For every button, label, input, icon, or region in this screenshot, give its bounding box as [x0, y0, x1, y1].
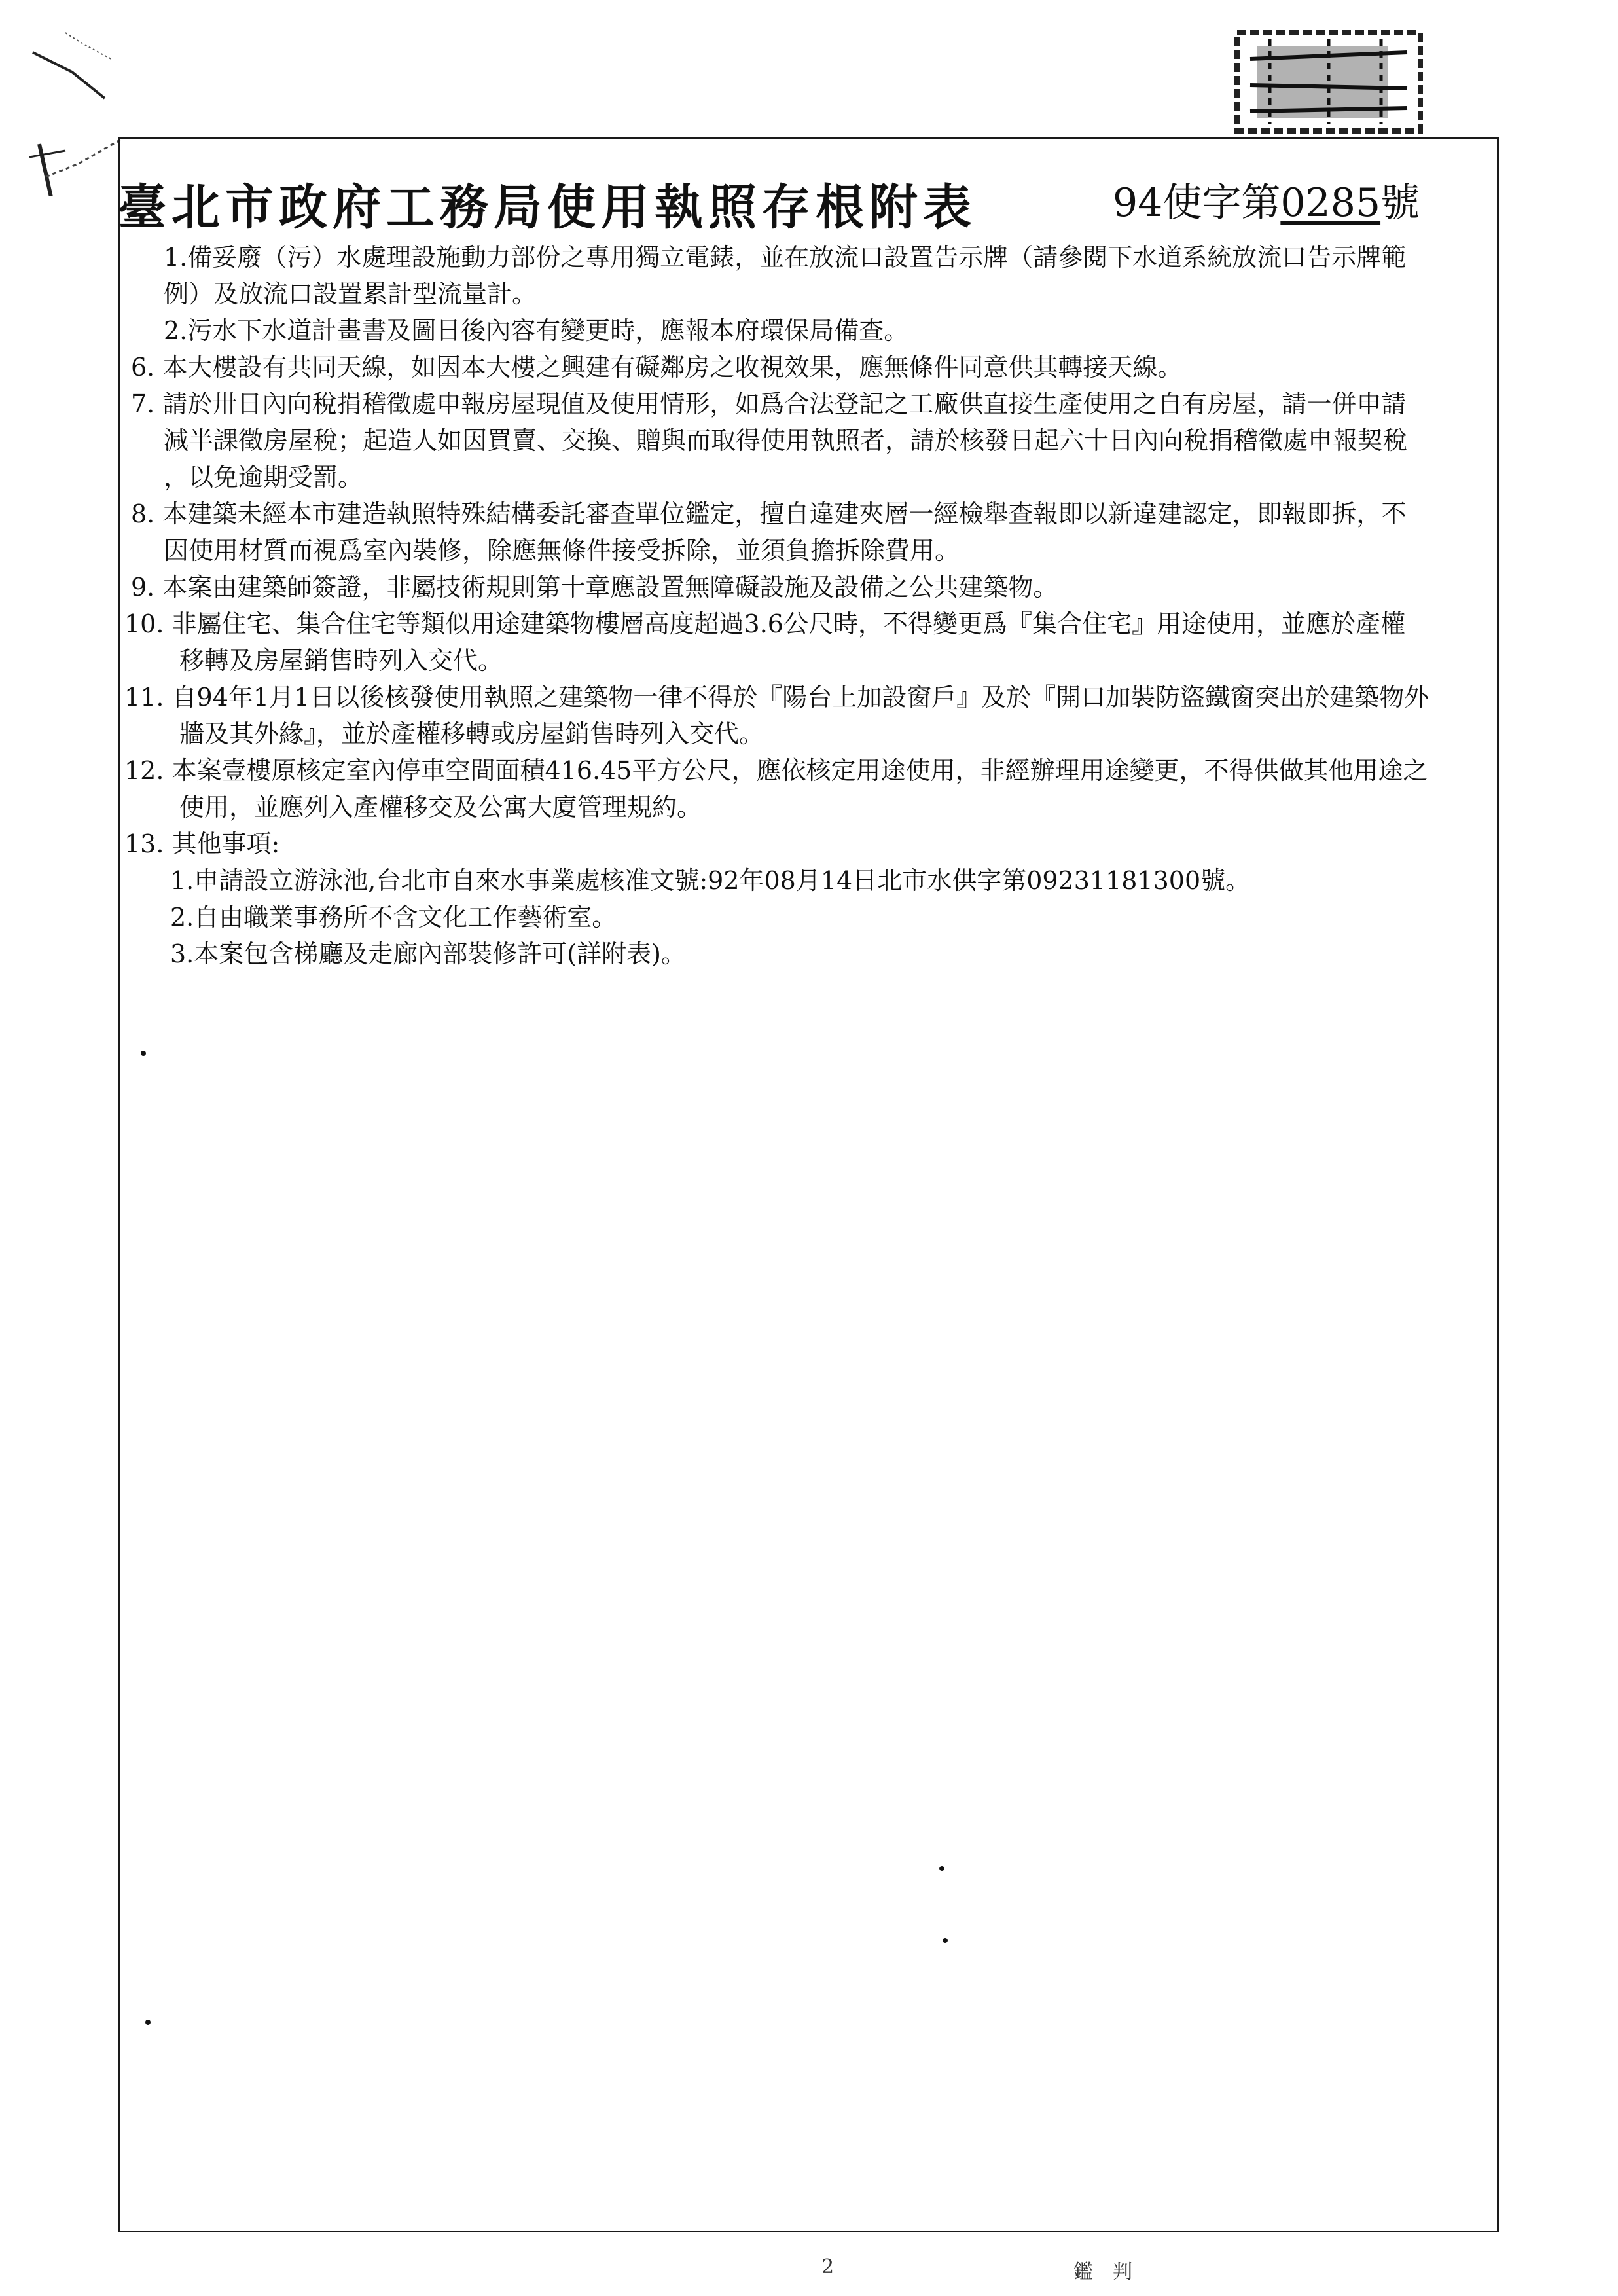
scan-speck — [939, 1866, 944, 1871]
permit-number-value: 0285 — [1280, 180, 1381, 226]
item-line: 8. 本建築未經本市建造執照特殊結構委託審查單位鑑定，擅自違建夾層一經檢舉查報即以新違建認定，即報即拆，不 — [131, 500, 1407, 528]
item-line: 因使用材質而視爲室內裝修，除應無條件接受拆除，並須負擔拆除費用。 — [164, 536, 960, 565]
permit-prefix: 94使字第 — [1113, 180, 1281, 226]
permit-number — [1113, 172, 1420, 228]
item-line: 1.申請設立游泳池,台北市自來水事業處核准文號:92年08月14日北市水供字第09231181300號。 — [170, 866, 1251, 895]
item-line: 2.污水下水道計畫書及圖日後內容有變更時，應報本府環保局備查。 — [164, 316, 909, 345]
scan-speck — [943, 1938, 948, 1943]
item-line: 1.備妥廢（污）水處理設施動力部份之專用獨立電錶，並在放流口設置告示牌（請參閱下水道系統放流口告示牌範 — [164, 243, 1407, 272]
item-line: 13. 其他事項: — [124, 829, 280, 858]
item-line: 9. 本案由建築師簽證，非屬技術規則第十章應設置無障礙設施及設備之公共建築物。 — [131, 573, 1058, 602]
item-line: 使用，並應列入產權移交及公寓大廈管理規約。 — [179, 793, 702, 822]
item-line: 10. 非屬住宅、集合住宅等類似用途建築物樓層高度超過3.6公尺時，不得變更爲『集合住宅』用途使用，並應於產權 — [124, 610, 1405, 638]
scan-speck — [145, 2020, 151, 2025]
official-stamp — [1231, 26, 1427, 137]
item-line: 3.本案包含梯廳及走廊內部裝修許可(詳附表)。 — [170, 939, 686, 968]
item-line: 11. 自94年1月1日以後核發使用執照之建築物一律不得於『陽台上加設窗戶』及於『開口加裝防盜鐵窗突出於建築物外 — [124, 683, 1429, 712]
item-line: 7. 請於卅日內向稅捐稽徵處申報房屋現值及使用情形，如爲合法登記之工廠供直接生產使用之自有房屋，請一併申請 — [131, 390, 1407, 418]
page-mark: 2 — [821, 2255, 835, 2278]
item-line: 例）及放流口設置累計型流量計。 — [164, 280, 537, 308]
item-line: 牆及其外緣』，並於產權移轉或房屋銷售時列入交代。 — [179, 720, 764, 748]
item-line: ，以免逾期受罰。 — [164, 463, 363, 492]
item-line: 12. 本案壹樓原核定室內停車空間面積416.45平方公尺，應依核定用途使用，非經辦理用途變更，不得供做其他用途之 — [124, 756, 1428, 785]
item-line: 移轉及房屋銷售時列入交代。 — [179, 646, 503, 675]
footer-stamp-marks: 鑑 判 — [1073, 2261, 1132, 2284]
permit-suffix: 號 — [1380, 180, 1420, 226]
document-title: 臺北市政府工務局使用執照存根附表 — [118, 179, 977, 236]
item-line: 6. 本大樓設有共同天線，如因本大樓之興建有礙鄰房之收視效果，應無條件同意供其轉接天線。 — [131, 353, 1183, 382]
document-body — [124, 239, 1499, 972]
item-line: 2.自由職業事務所不含文化工作藝術室。 — [170, 903, 617, 932]
scan-speck — [141, 1051, 146, 1056]
item-line: 減半課徵房屋稅；起造人如因買賣、交換、贈與而取得使用執照者，請於核發日起六十日內向稅捐稽徵處申報契稅 — [164, 426, 1408, 455]
